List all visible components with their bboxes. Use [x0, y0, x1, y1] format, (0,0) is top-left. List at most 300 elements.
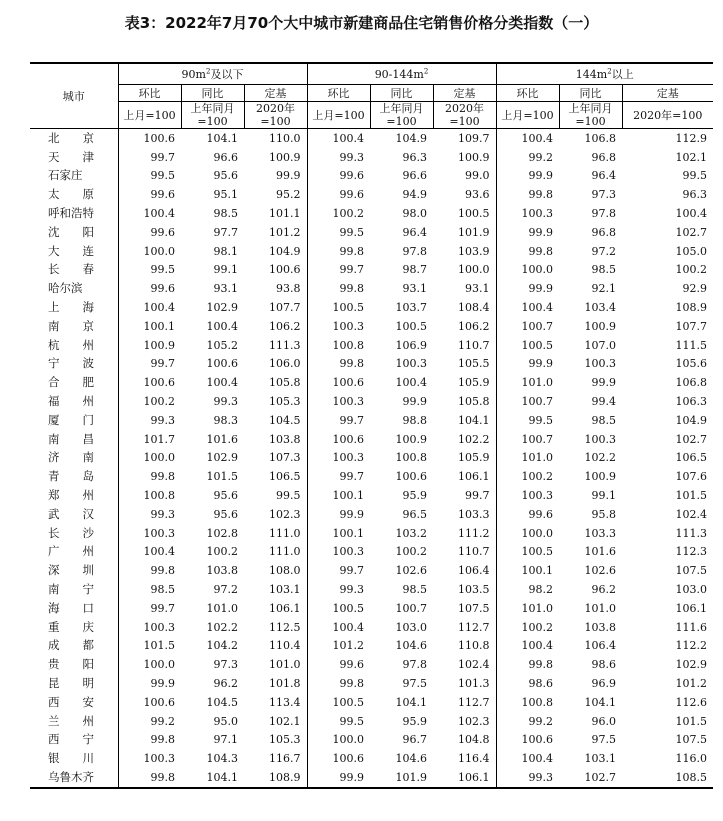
index-value-cell: 99.2 — [150, 714, 175, 728]
index-value-cell: 99.9 — [307, 768, 370, 788]
table-row — [30, 505, 713, 524]
index-value-cell: 111.0 — [244, 543, 307, 562]
index-value-cell: 99.6 — [150, 188, 175, 202]
index-value-cell: 100.5 — [332, 695, 364, 709]
index-value-cell: 100.3 — [332, 451, 364, 465]
index-value-cell: 112.7 — [433, 618, 496, 637]
index-value-cell: 100.8 — [395, 451, 427, 465]
index-value-cell: 107.5 — [675, 564, 707, 578]
index-value-cell: 100.8 — [332, 338, 364, 352]
index-value-cell: 111.3 — [675, 526, 707, 540]
index-value-cell: 100.6 — [521, 733, 553, 747]
index-value-cell: 99.3 — [150, 413, 175, 427]
index-value-cell: 116.4 — [433, 749, 496, 768]
index-value-cell: 106.4 — [584, 639, 616, 653]
table-row — [30, 223, 713, 242]
index-value-cell: 100.4 — [521, 752, 553, 766]
index-value-cell: 106.1 — [433, 768, 496, 788]
index-value-cell: 95.6 — [213, 489, 238, 503]
index-value-cell: 103.3 — [584, 526, 616, 540]
index-value-cell: 96.3 — [682, 188, 707, 202]
index-value-cell: 104.9 — [395, 131, 427, 145]
index-value-cell: 100.6 — [332, 376, 364, 390]
table-row — [30, 430, 713, 449]
index-value-cell: 102.7 — [559, 768, 622, 788]
index-value-cell: 101.5 — [675, 489, 707, 503]
index-value-cell: 108.9 — [675, 301, 707, 315]
index-value-cell: 99.8 — [528, 188, 553, 202]
index-value-cell: 99.7 — [339, 564, 364, 578]
index-value-cell: 99.9 — [402, 395, 427, 409]
table-row — [30, 298, 713, 317]
index-value-cell: 107.0 — [584, 338, 616, 352]
city-name-cell: 厦 门 — [30, 411, 118, 430]
index-value-cell: 99.8 — [150, 564, 175, 578]
index-value-cell: 110.8 — [433, 637, 496, 656]
index-value-cell: 100.2 — [143, 395, 175, 409]
index-value-cell: 100.9 — [244, 148, 307, 167]
table-row — [30, 261, 713, 280]
index-value-cell: 100.0 — [433, 261, 496, 280]
index-value-cell: 104.1 — [206, 131, 238, 145]
index-value-cell: 106.8 — [675, 376, 707, 390]
index-value-cell: 102.9 — [206, 451, 238, 465]
index-value-cell: 105.3 — [244, 392, 307, 411]
index-value-cell: 103.1 — [244, 580, 307, 599]
index-value-cell: 102.1 — [244, 712, 307, 731]
city-name-cell: 长 春 — [30, 261, 118, 280]
sub-header-fixed: 定基 — [244, 85, 307, 102]
index-value-cell: 100.2 — [332, 207, 364, 221]
city-name-cell: 沈 阳 — [30, 223, 118, 242]
city-name-cell: 大 连 — [30, 242, 118, 261]
index-value-cell: 101.0 — [244, 655, 307, 674]
index-value-cell: 98.6 — [528, 677, 553, 690]
index-value-cell: 97.8 — [591, 207, 616, 221]
table-row — [30, 467, 713, 486]
index-value-cell: 104.8 — [433, 731, 496, 750]
index-value-cell: 103.5 — [433, 580, 496, 599]
index-value-cell: 100.9 — [395, 432, 427, 446]
index-value-cell: 100.6 — [143, 376, 175, 390]
index-value-cell: 101.0 — [521, 601, 553, 615]
table-row — [30, 392, 713, 411]
index-value-cell: 103.0 — [675, 583, 707, 597]
index-value-cell: 106.1 — [433, 467, 496, 486]
index-value-cell: 99.7 — [150, 150, 175, 164]
index-value-cell: 97.3 — [213, 658, 238, 672]
index-value-cell: 110.7 — [433, 336, 496, 355]
index-value-cell: 100.7 — [521, 395, 553, 409]
index-value-cell: 99.5 — [150, 169, 175, 183]
index-value-cell: 99.8 — [339, 282, 364, 296]
table-row — [30, 411, 713, 430]
index-value-cell: 100.8 — [143, 489, 175, 503]
sub-header-mom: 环比 — [307, 85, 370, 102]
table-row — [30, 204, 713, 223]
table-row — [30, 373, 713, 392]
index-value-cell: 100.3 — [332, 395, 364, 409]
city-name-cell: 北 京 — [30, 129, 118, 148]
city-name-cell: 南 京 — [30, 317, 118, 336]
index-value-cell: 101.0 — [584, 601, 616, 615]
index-value-cell: 97.8 — [402, 244, 427, 258]
index-value-cell: 100.5 — [521, 545, 553, 559]
sub-header-yoy: 同比 — [181, 85, 244, 102]
table-row — [30, 618, 713, 637]
index-value-cell: 97.2 — [213, 583, 238, 597]
index-value-cell: 100.0 — [521, 526, 553, 540]
index-value-cell: 102.6 — [395, 564, 427, 578]
index-value-cell: 100.6 — [143, 695, 175, 709]
index-value-cell: 100.4 — [332, 131, 364, 145]
index-value-cell: 100.9 — [433, 148, 496, 167]
index-value-cell: 102.9 — [206, 301, 238, 315]
index-value-cell: 102.4 — [433, 655, 496, 674]
index-value-cell: 108.0 — [244, 561, 307, 580]
index-value-cell: 97.5 — [402, 677, 427, 690]
index-value-cell: 99.7 — [339, 413, 364, 427]
index-value-cell: 100.6 — [395, 470, 427, 484]
index-value-cell: 103.8 — [206, 564, 238, 578]
index-value-cell: 106.1 — [675, 601, 707, 615]
index-value-cell: 95.6 — [213, 507, 238, 521]
index-value-cell: 99.8 — [339, 357, 364, 371]
index-value-cell: 99.9 — [244, 167, 307, 186]
index-value-cell: 100.4 — [332, 620, 364, 634]
index-value-cell: 98.2 — [528, 583, 553, 597]
index-value-cell: 100.1 — [332, 526, 364, 540]
sub-header-yoy: 同比 — [370, 85, 433, 102]
table-row — [30, 637, 713, 656]
index-value-cell: 109.7 — [433, 129, 496, 148]
index-value-cell: 108.5 — [622, 768, 713, 788]
table-row — [30, 768, 713, 788]
index-value-cell: 95.9 — [402, 489, 427, 503]
index-value-cell: 99.2 — [528, 150, 553, 164]
index-value-cell: 100.7 — [521, 432, 553, 446]
index-value-cell: 106.5 — [244, 467, 307, 486]
index-value-cell: 112.2 — [675, 639, 707, 653]
index-value-cell: 95.6 — [213, 169, 238, 183]
index-value-cell: 103.7 — [395, 301, 427, 315]
index-value-cell: 102.3 — [433, 712, 496, 731]
index-value-cell: 104.9 — [675, 413, 707, 427]
index-value-cell: 99.3 — [213, 395, 238, 409]
index-value-cell: 112.3 — [675, 545, 707, 559]
index-value-cell: 100.0 — [143, 244, 175, 258]
index-value-cell: 100.4 — [521, 301, 553, 315]
base-header-prev-year: 上年同月=100 — [370, 102, 433, 129]
index-value-cell: 103.8 — [584, 620, 616, 634]
index-value-cell: 98.8 — [402, 413, 427, 427]
index-value-cell: 93.1 — [433, 279, 496, 298]
base-header-prev-month: 上月=100 — [307, 102, 370, 129]
table-row — [30, 561, 713, 580]
index-value-cell: 95.0 — [213, 714, 238, 728]
index-value-cell: 111.5 — [675, 338, 707, 352]
index-value-cell: 100.4 — [675, 207, 707, 221]
index-value-cell: 99.9 — [528, 225, 553, 239]
index-value-cell: 94.9 — [402, 188, 427, 202]
index-value-cell: 101.0 — [206, 601, 238, 615]
index-value-cell: 100.4 — [206, 376, 238, 390]
index-value-cell: 110.7 — [433, 543, 496, 562]
index-value-cell: 99.7 — [150, 357, 175, 371]
index-value-cell: 104.6 — [395, 639, 427, 653]
index-value-cell: 100.7 — [395, 601, 427, 615]
index-value-cell: 100.5 — [395, 319, 427, 333]
index-value-cell: 99.7 — [150, 601, 175, 615]
index-value-cell: 99.3 — [339, 150, 364, 164]
index-value-cell: 100.7 — [521, 319, 553, 333]
city-name-cell: 呼和浩特 — [30, 204, 118, 223]
index-value-cell: 95.8 — [591, 507, 616, 521]
index-value-cell: 99.7 — [339, 263, 364, 277]
index-value-cell: 107.5 — [433, 599, 496, 618]
index-value-cell: 102.2 — [206, 620, 238, 634]
sub-header-fixed: 定基 — [433, 85, 496, 102]
index-value-cell: 99.6 — [150, 282, 175, 296]
index-value-cell: 99.3 — [496, 768, 559, 788]
index-value-cell: 106.5 — [675, 451, 707, 465]
index-value-cell: 95.1 — [213, 188, 238, 202]
index-value-cell: 99.5 — [339, 225, 364, 239]
city-name-cell: 深 圳 — [30, 561, 118, 580]
index-value-cell: 107.7 — [244, 298, 307, 317]
index-value-cell: 99.9 — [528, 169, 553, 183]
index-value-cell: 101.5 — [206, 470, 238, 484]
base-header-prev-year: 上年同月=100 — [181, 102, 244, 129]
index-value-cell: 99.8 — [150, 470, 175, 484]
table-row — [30, 731, 713, 750]
city-name-cell: 广 州 — [30, 543, 118, 562]
index-value-cell: 96.6 — [402, 169, 427, 183]
index-value-cell: 99.5 — [244, 486, 307, 505]
base-header-2020: 2020年=100 — [433, 102, 496, 129]
index-value-cell: 99.9 — [528, 357, 553, 371]
index-value-cell: 93.1 — [402, 282, 427, 296]
index-value-cell: 100.1 — [143, 319, 175, 333]
table-row — [30, 674, 713, 693]
base-header-2020: 2020年=100 — [244, 102, 307, 129]
index-value-cell: 99.6 — [339, 169, 364, 183]
index-value-cell: 106.2 — [433, 317, 496, 336]
table-row — [30, 148, 713, 167]
index-value-cell: 99.6 — [339, 188, 364, 202]
table-row — [30, 449, 713, 468]
index-value-cell: 110.4 — [244, 637, 307, 656]
index-value-cell: 100.3 — [521, 489, 553, 503]
city-name-cell: 武 汉 — [30, 505, 118, 524]
index-value-cell: 99.5 — [682, 169, 707, 183]
index-value-cell: 106.9 — [395, 338, 427, 352]
index-value-cell: 98.5 — [150, 583, 175, 597]
index-value-cell: 107.5 — [675, 733, 707, 747]
index-value-cell: 96.7 — [402, 733, 427, 747]
index-value-cell: 101.1 — [244, 204, 307, 223]
price-index-table — [30, 62, 713, 789]
index-value-cell: 100.4 — [143, 207, 175, 221]
index-value-cell: 98.7 — [402, 263, 427, 277]
index-value-cell: 104.6 — [395, 752, 427, 766]
index-value-cell: 99.8 — [528, 244, 553, 258]
sub-header-mom: 环比 — [496, 85, 559, 102]
index-value-cell: 100.6 — [143, 131, 175, 145]
index-value-cell: 101.6 — [206, 432, 238, 446]
index-value-cell: 100.3 — [395, 357, 427, 371]
table-row — [30, 712, 713, 731]
index-value-cell: 99.8 — [118, 768, 181, 788]
index-value-cell: 99.6 — [528, 507, 553, 521]
index-value-cell: 99.8 — [339, 677, 364, 690]
table-row — [30, 336, 713, 355]
table-row — [30, 655, 713, 674]
index-value-cell: 97.8 — [402, 658, 427, 672]
index-value-cell: 103.4 — [584, 301, 616, 315]
index-value-cell: 107.3 — [244, 449, 307, 468]
index-value-cell: 106.3 — [675, 395, 707, 409]
city-name-cell: 银 川 — [30, 749, 118, 768]
city-name-cell: 重 庆 — [30, 618, 118, 637]
table-row — [30, 355, 713, 374]
table-row — [30, 524, 713, 543]
index-value-cell: 102.2 — [433, 430, 496, 449]
index-value-cell: 100.4 — [143, 301, 175, 315]
index-value-cell: 104.1 — [395, 695, 427, 709]
index-value-cell: 100.6 — [244, 261, 307, 280]
index-value-cell: 98.1 — [213, 244, 238, 258]
table-row — [30, 749, 713, 768]
index-value-cell: 101.2 — [675, 677, 707, 690]
index-value-cell: 100.1 — [332, 489, 364, 503]
index-value-cell: 100.3 — [332, 545, 364, 559]
index-value-cell: 102.9 — [675, 658, 707, 672]
base-header-prev-year: 上年同月=100 — [559, 102, 622, 129]
index-value-cell: 100.2 — [206, 545, 238, 559]
table-row — [30, 279, 713, 298]
header-row-types — [30, 85, 713, 102]
base-header-2020: 2020年=100 — [622, 102, 713, 129]
city-name-cell: 青 岛 — [30, 467, 118, 486]
index-value-cell: 101.3 — [433, 674, 496, 693]
city-name-cell: 贵 阳 — [30, 655, 118, 674]
index-value-cell: 95.9 — [402, 714, 427, 728]
index-value-cell: 99.0 — [433, 167, 496, 186]
index-value-cell: 103.8 — [244, 430, 307, 449]
index-value-cell: 100.3 — [521, 207, 553, 221]
index-value-cell: 106.0 — [244, 355, 307, 374]
table-row — [30, 580, 713, 599]
index-value-cell: 100.5 — [332, 601, 364, 615]
table-title: 表3：2022年7月70个大中城市新建商品住宅销售价格分类指数（一） — [124, 14, 599, 32]
index-value-cell: 100.2 — [521, 620, 553, 634]
group-header-90: $90m^2$及以下 — [118, 63, 307, 85]
index-value-cell: 96.0 — [591, 714, 616, 728]
index-value-cell: 99.5 — [528, 413, 553, 427]
index-value-cell: 98.0 — [402, 207, 427, 221]
table-row — [30, 185, 713, 204]
index-value-cell: 96.8 — [591, 225, 616, 239]
index-value-cell: 99.2 — [528, 714, 553, 728]
index-value-cell: 96.6 — [213, 150, 238, 164]
city-name-cell: 海 口 — [30, 599, 118, 618]
base-header-prev-month: 上月=100 — [118, 102, 181, 129]
index-value-cell: 111.6 — [675, 620, 707, 634]
index-value-cell: 101.2 — [244, 223, 307, 242]
table-row — [30, 129, 713, 148]
index-value-cell: 96.5 — [402, 507, 427, 521]
index-value-cell: 92.9 — [682, 282, 707, 296]
index-value-cell: 107.7 — [675, 319, 707, 333]
index-value-cell: 100.3 — [143, 526, 175, 540]
index-value-cell: 100.9 — [143, 338, 175, 352]
group-header-90-144: $90-144m^2$ — [307, 63, 496, 85]
city-name-cell: 南 宁 — [30, 580, 118, 599]
index-value-cell: 102.3 — [244, 505, 307, 524]
index-value-cell: 100.3 — [584, 432, 616, 446]
table-row — [30, 242, 713, 261]
table-row — [30, 599, 713, 618]
index-value-cell: 99.7 — [433, 486, 496, 505]
index-value-cell: 98.6 — [591, 658, 616, 672]
city-name-cell: 济 南 — [30, 449, 118, 468]
index-value-cell: 100.3 — [332, 319, 364, 333]
index-value-cell: 93.8 — [244, 279, 307, 298]
index-value-cell: 116.0 — [675, 752, 707, 766]
index-value-cell: 103.9 — [433, 242, 496, 261]
index-value-cell: 102.1 — [675, 150, 707, 164]
index-value-cell: 108.9 — [244, 768, 307, 788]
table-row — [30, 543, 713, 562]
index-value-cell: 100.4 — [143, 545, 175, 559]
index-value-cell: 100.3 — [143, 620, 175, 634]
index-value-cell: 101.5 — [675, 714, 707, 728]
index-value-cell: 100.2 — [521, 470, 553, 484]
index-value-cell: 99.5 — [339, 714, 364, 728]
table-row — [30, 167, 713, 186]
index-value-cell: 105.9 — [433, 449, 496, 468]
index-value-cell: 105.8 — [433, 392, 496, 411]
header-row-groups — [30, 63, 713, 85]
index-value-cell: 106.1 — [244, 599, 307, 618]
index-value-cell: 102.2 — [584, 451, 616, 465]
index-value-cell: 99.7 — [339, 470, 364, 484]
index-value-cell: 98.5 — [591, 413, 616, 427]
index-value-cell: 95.2 — [244, 185, 307, 204]
city-name-cell: 成 都 — [30, 637, 118, 656]
city-name-cell: 南 昌 — [30, 430, 118, 449]
index-value-cell: 100.9 — [584, 319, 616, 333]
index-value-cell: 98.5 — [591, 263, 616, 277]
index-value-cell: 104.2 — [206, 639, 238, 653]
index-value-cell: 97.1 — [213, 733, 238, 747]
index-value-cell: 103.1 — [584, 752, 616, 766]
index-value-cell: 113.4 — [244, 693, 307, 712]
index-value-cell: 100.8 — [521, 695, 553, 709]
index-value-cell: 105.2 — [206, 338, 238, 352]
base-header-prev-month: 上月=100 — [496, 102, 559, 129]
index-value-cell: 111.2 — [433, 524, 496, 543]
index-value-cell: 101.2 — [332, 639, 364, 653]
index-value-cell: 111.3 — [244, 336, 307, 355]
table-row — [30, 486, 713, 505]
city-name-cell: 西 宁 — [30, 731, 118, 750]
city-name-cell: 昆 明 — [30, 674, 118, 693]
index-value-cell: 98.5 — [402, 583, 427, 597]
index-value-cell: 116.7 — [244, 749, 307, 768]
index-value-cell: 100.4 — [521, 131, 553, 145]
